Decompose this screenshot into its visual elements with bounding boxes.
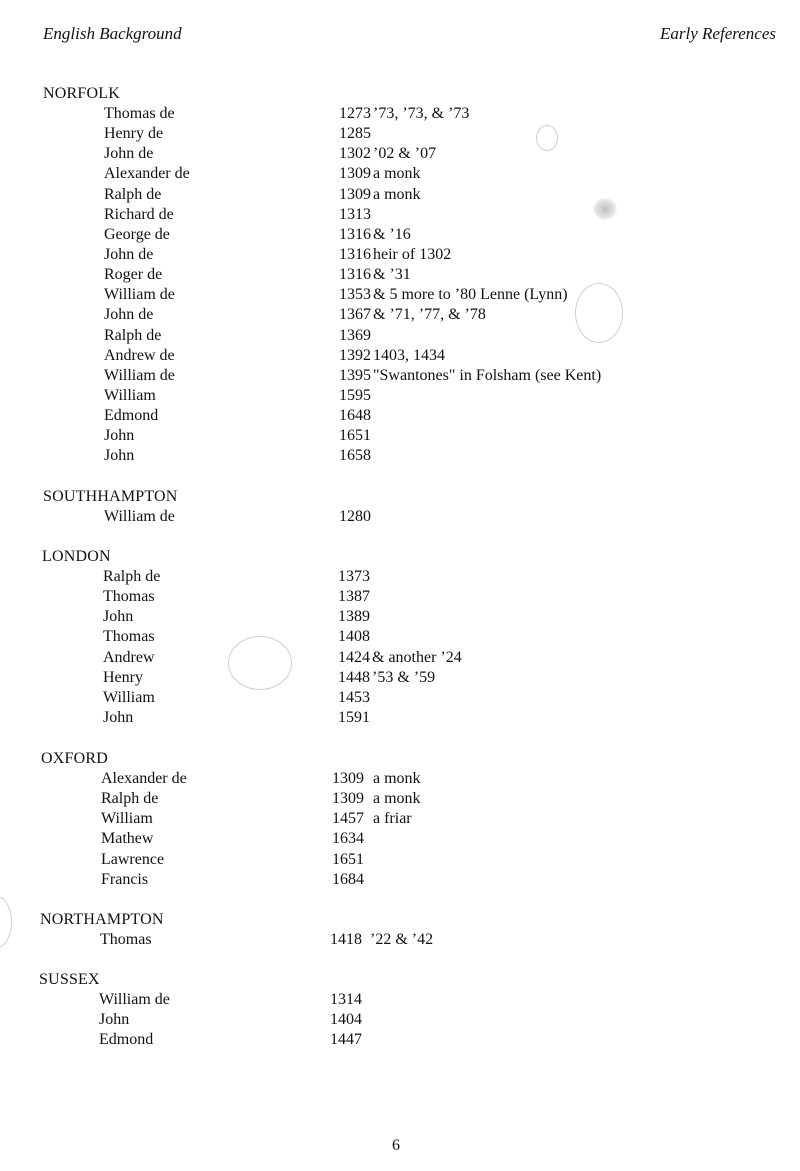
entry-year: 1373 bbox=[338, 568, 370, 585]
entry-year: 1280 bbox=[339, 508, 371, 525]
entry-name: John bbox=[103, 708, 134, 726]
entry-year: 1418 bbox=[330, 931, 362, 948]
entry-year: 1448 bbox=[338, 668, 370, 686]
entry-row bbox=[41, 829, 790, 849]
entry-row bbox=[43, 144, 790, 164]
entry-note: & ’16 bbox=[373, 225, 411, 243]
entry-note: ’22 & ’42 bbox=[370, 931, 434, 948]
entry-year: 1595 bbox=[339, 386, 371, 404]
entry-year: 1389 bbox=[338, 608, 370, 626]
entry-year: 1309 bbox=[339, 185, 371, 203]
entry-year: 1658 bbox=[339, 447, 371, 465]
entry-name: John bbox=[104, 447, 135, 465]
entry-name: Henry de bbox=[104, 125, 164, 143]
entry-row bbox=[43, 406, 790, 426]
entry-note: "Swantones" in Folsham (see Kent) bbox=[373, 366, 602, 384]
entry-year: 1316 bbox=[339, 266, 371, 284]
entry-row bbox=[42, 567, 790, 587]
entry-name: John de bbox=[104, 306, 154, 324]
entry-note: & ’31 bbox=[373, 266, 411, 284]
section-southhampton bbox=[43, 487, 790, 527]
entry-name: William de bbox=[104, 508, 175, 525]
entry-year: 1684 bbox=[332, 870, 364, 888]
entry-name: Lawrence bbox=[101, 850, 165, 868]
running-header-left: English Background bbox=[43, 24, 182, 43]
entry-name: Thomas bbox=[103, 628, 155, 646]
entry-name: William de bbox=[104, 286, 175, 304]
entry-row bbox=[41, 769, 790, 789]
entry-year: 1392 bbox=[339, 346, 371, 364]
entry-name: Ralph de bbox=[104, 185, 162, 203]
entry-row bbox=[43, 164, 790, 184]
section-london bbox=[42, 547, 790, 728]
entry-year: 1453 bbox=[338, 688, 370, 706]
entry-year: 1285 bbox=[339, 125, 371, 143]
entry-note: heir of 1302 bbox=[373, 245, 452, 263]
page-number: 6 bbox=[392, 1137, 400, 1154]
entry-year: 1648 bbox=[339, 407, 371, 425]
entry-name: Thomas de bbox=[104, 105, 175, 122]
entry-year: 1424 bbox=[338, 648, 370, 666]
entry-name: Thomas bbox=[100, 931, 152, 948]
entry-note: 1403, 1434 bbox=[373, 346, 445, 364]
entry-row bbox=[43, 104, 790, 124]
entry-note: ’53 & ’59 bbox=[372, 668, 436, 686]
entry-year: 1651 bbox=[339, 427, 371, 445]
running-header-right: Early References bbox=[660, 24, 776, 43]
entry-year: 1369 bbox=[339, 326, 371, 344]
entry-name: John bbox=[99, 1011, 130, 1029]
entry-name: Francis bbox=[101, 870, 149, 888]
entry-row bbox=[43, 205, 790, 225]
entry-name: Mathew bbox=[101, 830, 154, 848]
entry-row bbox=[39, 1030, 790, 1050]
entry-year: 1651 bbox=[332, 850, 364, 868]
entry-note: & another ’24 bbox=[372, 648, 462, 666]
entry-note: ’73, ’73, & ’73 bbox=[373, 105, 470, 122]
section-title: LONDON bbox=[42, 548, 111, 565]
entry-row bbox=[43, 265, 790, 285]
entry-year: 1316 bbox=[339, 225, 371, 243]
entry-row bbox=[43, 245, 790, 265]
entry-row bbox=[43, 326, 790, 346]
entry-row bbox=[43, 426, 790, 446]
entry-row bbox=[42, 688, 790, 708]
section-title: OXFORD bbox=[41, 750, 108, 767]
entry-row bbox=[43, 305, 790, 325]
entry-name: William de bbox=[99, 991, 170, 1008]
entry-row bbox=[42, 708, 790, 728]
section-oxford bbox=[41, 749, 790, 890]
entry-row bbox=[41, 870, 790, 890]
entry-year: 1309 bbox=[339, 165, 371, 183]
entry-name: Henry bbox=[103, 668, 143, 686]
entry-year: 1316 bbox=[339, 245, 371, 263]
entry-row bbox=[39, 1010, 790, 1030]
entry-row bbox=[43, 225, 790, 245]
entry-year: 1367 bbox=[339, 306, 371, 324]
entry-row bbox=[42, 627, 790, 647]
entry-name: Thomas bbox=[103, 588, 155, 606]
entry-year: 1457 bbox=[332, 810, 364, 828]
entry-year: 1408 bbox=[338, 628, 370, 646]
entry-year: 1309 bbox=[332, 790, 364, 808]
entry-note: a monk bbox=[373, 770, 421, 787]
entry-row bbox=[43, 185, 790, 205]
entry-note: a monk bbox=[373, 165, 421, 183]
entry-note: a friar bbox=[373, 810, 412, 828]
entry-year: 1314 bbox=[330, 991, 362, 1008]
entry-row bbox=[43, 346, 790, 366]
entry-row bbox=[42, 668, 790, 688]
entry-year: 1309 bbox=[332, 770, 364, 787]
entry-name: George de bbox=[104, 225, 170, 243]
entry-year: 1313 bbox=[339, 205, 371, 223]
entry-note: a monk bbox=[373, 185, 421, 203]
entry-row bbox=[41, 809, 790, 829]
entry-row bbox=[41, 850, 790, 870]
entry-note: & ’71, ’77, & ’78 bbox=[373, 306, 486, 324]
entry-year: 1353 bbox=[339, 286, 371, 304]
entry-name: William bbox=[101, 810, 153, 828]
entry-row bbox=[41, 789, 790, 809]
section-title: NORTHAMPTON bbox=[40, 911, 164, 928]
entry-row bbox=[42, 648, 790, 668]
entry-year: 1634 bbox=[332, 830, 364, 848]
entry-row bbox=[43, 124, 790, 144]
stain-mark bbox=[0, 896, 12, 948]
entry-name: William de bbox=[104, 366, 175, 384]
entry-name: Edmond bbox=[104, 407, 159, 425]
section-northampton bbox=[40, 910, 790, 950]
entry-year: 1447 bbox=[330, 1031, 362, 1049]
entry-name: William bbox=[104, 386, 156, 404]
entry-name: Ralph de bbox=[104, 326, 162, 344]
entry-note: a monk bbox=[373, 790, 421, 808]
entry-year: 1395 bbox=[339, 366, 371, 384]
section-title: NORFOLK bbox=[43, 85, 120, 102]
section-norfolk bbox=[43, 84, 790, 467]
section-sussex bbox=[39, 970, 790, 1050]
entry-name: Alexander de bbox=[104, 165, 190, 183]
entry-year: 1591 bbox=[338, 708, 370, 726]
entry-note: & 5 more to ’80 Lenne (Lynn) bbox=[373, 286, 568, 304]
entry-name: Ralph de bbox=[103, 568, 161, 585]
entry-year: 1273 bbox=[339, 105, 371, 122]
entry-name: Edmond bbox=[99, 1031, 154, 1049]
entry-row bbox=[43, 446, 790, 466]
entry-row bbox=[43, 366, 790, 386]
entry-name: John bbox=[104, 427, 135, 445]
entry-name: Roger de bbox=[104, 266, 163, 284]
entry-name: Richard de bbox=[104, 205, 174, 223]
section-title: SOUTHHAMPTON bbox=[43, 488, 178, 505]
entry-note: ’02 & ’07 bbox=[373, 145, 437, 163]
entry-row bbox=[40, 930, 790, 950]
entry-name: John de bbox=[104, 145, 154, 163]
entry-name: Andrew de bbox=[104, 346, 175, 364]
entry-row bbox=[42, 587, 790, 607]
entry-row bbox=[43, 386, 790, 406]
entry-year: 1404 bbox=[330, 1011, 362, 1029]
entry-name: William bbox=[103, 688, 155, 706]
entry-row bbox=[42, 607, 790, 627]
entry-name: John de bbox=[104, 245, 154, 263]
entry-name: Ralph de bbox=[101, 790, 159, 808]
entry-year: 1387 bbox=[338, 588, 370, 606]
section-title: SUSSEX bbox=[39, 971, 100, 988]
entry-row bbox=[39, 990, 790, 1010]
entry-row bbox=[43, 285, 790, 305]
entry-name: John bbox=[103, 608, 134, 626]
entry-year: 1302 bbox=[339, 145, 371, 163]
entry-row bbox=[43, 507, 790, 527]
entry-name: Alexander de bbox=[101, 770, 187, 787]
entry-name: Andrew bbox=[103, 648, 155, 666]
